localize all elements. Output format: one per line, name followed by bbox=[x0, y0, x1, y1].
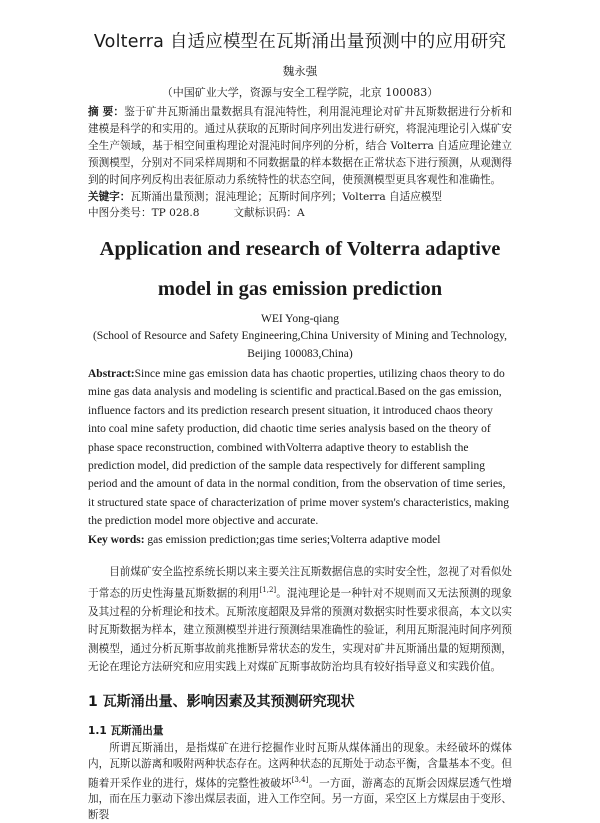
section-text-1: 所谓瓦斯涌出，是指煤矿在进行挖掘作业时瓦斯从煤体涌出的现象。未经破坏的煤体内，瓦斯以游离和吸附两种状态存在。这两种状态的瓦斯处于动态平衡，含量基本不变。但随着开采作业的进行，煤体的完整性被破坏 bbox=[88, 741, 512, 790]
class-number-label: 中图分类号： bbox=[88, 207, 152, 219]
introduction-paragraph bbox=[88, 563, 512, 677]
subsection-1-1-paragraph bbox=[88, 740, 512, 823]
chinese-affiliation: （中国矿业大学，资源与安全工程学院，北京 100083） bbox=[161, 86, 439, 99]
section-citation: [3,4] bbox=[291, 775, 309, 784]
intro-text-1: 目前煤矿安全监控系统长期以来主要关注瓦斯数据信息的实时安全性，忽视了对看似处于常态的历史性海量瓦斯数据的利用 bbox=[88, 565, 512, 600]
english-affiliation: (School of Resource and Safety Engineering,China University of Mining and Technology, Beijing 100083,China) bbox=[92, 330, 508, 360]
english-abstract bbox=[88, 365, 512, 531]
english-keywords bbox=[88, 531, 512, 549]
section-text-2: 。一方面，游离态的瓦斯会因煤层透气性增加，而在压力驱动下渗出煤层表面，进入工作空间。另一方面，采空区上方煤层由于变形、断裂 bbox=[88, 777, 513, 822]
chinese-title: Volterra 自适应模型在瓦斯涌出量预测中的应用研究 bbox=[93, 32, 507, 52]
chinese-abstract-label: 摘 要： bbox=[88, 106, 125, 118]
english-author: WEI Yong-qiang bbox=[261, 313, 339, 325]
chinese-keywords-text: 瓦斯涌出量预测；混沌理论；瓦斯时间序列；Volterra 自适应模型 bbox=[130, 191, 442, 203]
english-keywords-text: gas emission prediction;gas time series;Volterra adaptive model bbox=[147, 533, 441, 546]
section-1-heading: 1 瓦斯涌出量、影响因素及其预测研究现状 bbox=[88, 693, 355, 710]
document-code-value: A bbox=[297, 207, 305, 219]
document-code-label: 文献标识码： bbox=[233, 207, 298, 219]
english-keywords-label: Key words: bbox=[88, 533, 145, 546]
english-title: Application and research of Volterra adaptive model in gas emission prediction bbox=[99, 238, 501, 300]
class-number-value: TP 028.8 bbox=[151, 207, 200, 219]
chinese-keywords bbox=[88, 189, 512, 205]
subsection-1-1-heading: 1.1 瓦斯涌出量 bbox=[88, 724, 164, 737]
intro-text-2: 。混沌理论是一种针对不规则而又无法预测的现象及其过程的分析理论和技术。瓦斯浓度超限及异常的预测对数据实时性要求很高，本文以实时瓦斯数据为样本，建立预测模型并进行预测结果准确性的验证，利用瓦斯混沌时间序列预测模型，通过分析瓦斯事故前兆推断异常状态的发生，实现对矿井瓦斯涌出量的短期预测，无论在理论方法研究和应用实践上对煤矿瓦斯事故防治均具有较好指导意义和实践价值。 bbox=[88, 587, 512, 674]
classification-line bbox=[88, 205, 512, 221]
chinese-abstract bbox=[88, 104, 512, 189]
english-abstract-text: Since mine gas emission data has chaotic properties, utilizing chaos theory to do mine gas data analysis and modeling is scientific and practical.Based on the gas emission, influence factors and its prediction research present situation, it introduced chaos theory into coal mine safety production, did chaotic time series analysis based on the theory of phase space reconstruction, combined withVolterra adaptive theory to establish the prediction model, did prediction of the sample data respectively for different sampling period and the amount of data in the normal condition, from the observation of time series, it structured state space of characterization of prime mover system's characteristics, making the prediction model more objective and accurate. bbox=[88, 368, 510, 528]
chinese-keywords-label: 关键字： bbox=[88, 191, 131, 203]
intro-citation: [1,2] bbox=[259, 586, 277, 595]
chinese-abstract-text: 鉴于矿井瓦斯涌出量数据具有混沌特性，利用混沌理论对矿井瓦斯数据进行分析和建模是科学的和实用的。通过从获取的瓦斯时间序列出发进行研究，将混沌理论引入煤矿安全生产领域，基于相空间重构理论对混沌时间序列的分析，结合 Volterra 自适应理论建立预测模型，分别对不同采样周期和不同数据量的样本数据在正常状态下进行预测，从观测得到的时间序列反构出表征原动力系统特性的状态空间，使预测模型更具客观性和准确性。 bbox=[88, 106, 512, 186]
english-abstract-label: Abstract: bbox=[88, 368, 135, 380]
chinese-author: 魏永强 bbox=[282, 64, 318, 78]
